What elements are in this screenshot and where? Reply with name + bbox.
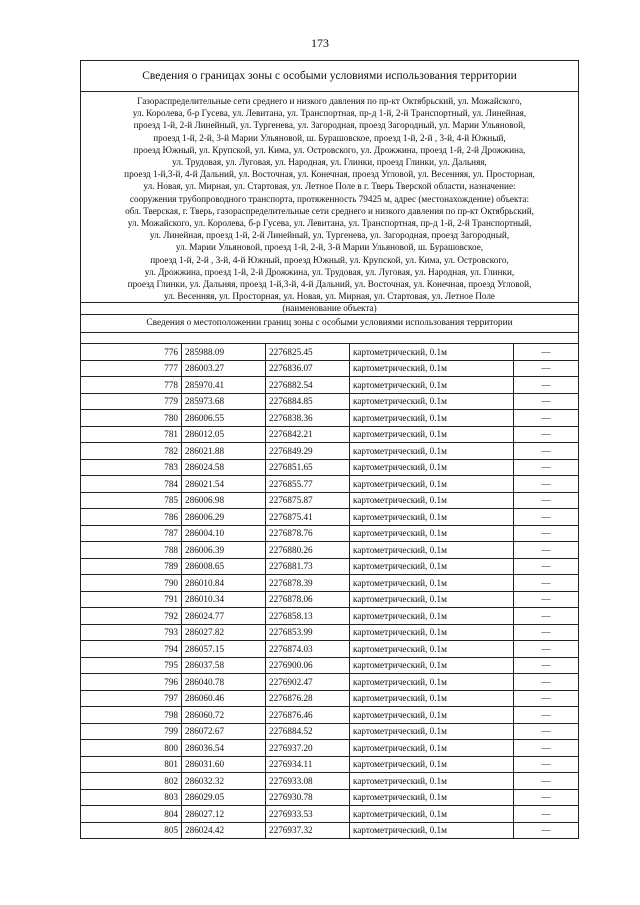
section-title: Сведения о местоположении границ зоны с особыми условиями использования территории [81,315,578,333]
x-coordinate-cell: 286021.54 [182,476,266,493]
error-cell: — [514,459,579,476]
y-coordinate-cell: 2276878.76 [266,525,350,542]
x-coordinate-cell: 286003.27 [182,360,266,377]
point-number-cell: 782 [81,443,182,460]
y-coordinate-cell: 2276934.11 [266,756,350,773]
method-cell: картометрический, 0.1м [350,377,514,394]
method-cell: картометрический, 0.1м [350,525,514,542]
method-cell: картометрический, 0.1м [350,393,514,410]
document-frame [80,60,579,839]
error-cell: — [514,575,579,592]
table-row [81,756,578,773]
table-row [81,344,578,360]
table-row [81,509,578,526]
method-cell: картометрический, 0.1м [350,459,514,476]
table-row [81,690,578,707]
table-row [81,723,578,740]
x-coordinate-cell: 286021.88 [182,443,266,460]
point-number-cell: 781 [81,426,182,443]
description-line: проезд Глинки, ул. Дальняя, проезд 1-й,3-й, 4-й Дальний, ул. Восточная, ул. Конечная, проезд Угловой, [127,279,532,290]
method-cell: картометрический, 0.1м [350,657,514,674]
description-line: проезд 1-й, 2-й, 3-й Марии Ульяновой, ш. Бурашовское, проезд 1-й, 2-й , 3-й, 4-й Южный, [153,132,506,143]
method-cell: картометрический, 0.1м [350,443,514,460]
description-line: ул. Трудовая, ул. Луговая, ул. Народная, ул. Глинки, проезд Глинки, ул. Дальняя, [172,157,487,168]
method-cell: картометрический, 0.1м [350,410,514,427]
method-cell: картометрический, 0.1м [350,822,514,838]
error-cell: — [514,690,579,707]
method-cell: картометрический, 0.1м [350,641,514,658]
method-cell: картометрический, 0.1м [350,707,514,724]
method-cell: картометрический, 0.1м [350,690,514,707]
x-coordinate-cell: 286036.54 [182,740,266,757]
point-number-cell: 776 [81,344,182,360]
x-coordinate-cell: 286072.67 [182,723,266,740]
method-cell: картометрический, 0.1м [350,789,514,806]
description-line: ул. Марии Ульяновой, проезд 1-й, 2-й, 3-й Марии Ульяновой, ш. Бурашовское, [175,242,484,253]
table-row [81,459,578,476]
point-number-cell: 805 [81,822,182,838]
error-cell: — [514,789,579,806]
point-number-cell: 789 [81,558,182,575]
description-line: обл. Тверская, г. Тверь, газораспределительные сети среднего и низкого давления по пр-кт Октябрьский, [125,205,534,216]
method-cell: картометрический, 0.1м [350,806,514,823]
y-coordinate-cell: 2276853.99 [266,624,350,641]
table-row [81,377,578,394]
method-cell: картометрический, 0.1м [350,575,514,592]
table-row [81,740,578,757]
x-coordinate-cell: 286006.29 [182,509,266,526]
point-number-cell: 804 [81,806,182,823]
point-number-cell: 784 [81,476,182,493]
method-cell: картометрический, 0.1м [350,740,514,757]
x-coordinate-cell: 286032.32 [182,773,266,790]
table-row [81,608,578,625]
description-line: проезд Южный, ул. Крупской, ул. Кима, ул. Островского, ул. Дрожжина, проезд 1-й, 2-й Дрожжина, [133,144,526,155]
x-coordinate-cell: 286006.55 [182,410,266,427]
x-coordinate-cell: 286006.39 [182,542,266,559]
x-coordinate-cell: 286024.42 [182,822,266,838]
table-row [81,525,578,542]
x-coordinate-cell: 286006.98 [182,492,266,509]
y-coordinate-cell: 2276933.53 [266,806,350,823]
error-cell: — [514,773,579,790]
y-coordinate-cell: 2276874.03 [266,641,350,658]
error-cell: — [514,707,579,724]
x-coordinate-cell: 285973.68 [182,393,266,410]
x-coordinate-cell: 285970.41 [182,377,266,394]
description-line: ул. Линейная, проезд 1-й, 2-й Линейный, ул. Тургенева, ул. Загородная, проезд Загородный, [149,230,510,241]
point-number-cell: 798 [81,707,182,724]
table-row [81,393,578,410]
point-number-cell: 796 [81,674,182,691]
table-row [81,773,578,790]
point-number-cell: 785 [81,492,182,509]
point-number-cell: 786 [81,509,182,526]
table-row [81,360,578,377]
x-coordinate-cell: 286024.77 [182,608,266,625]
method-cell: картометрический, 0.1м [350,476,514,493]
point-number-cell: 801 [81,756,182,773]
description-line: Газораспределительные сети среднего и низкого давления по пр-кт Октябрьский, ул. Можайского, [137,96,522,106]
method-cell: картометрический, 0.1м [350,542,514,559]
header-spacer [81,333,578,344]
description-line: проезд 1-й, 2-й , 3-й, 4-й Южный, проезд Южный, ул. Крупской, ул. Кима, ул. Островского, [150,254,509,265]
table-row [81,641,578,658]
table-row [81,789,578,806]
y-coordinate-cell: 2276851.65 [266,459,350,476]
error-cell: — [514,822,579,838]
point-number-cell: 779 [81,393,182,410]
y-coordinate-cell: 2276849.29 [266,443,350,460]
x-coordinate-cell: 286029.05 [182,789,266,806]
coordinates-table [81,344,578,838]
y-coordinate-cell: 2276825.45 [266,344,350,360]
y-coordinate-cell: 2276878.39 [266,575,350,592]
table-row [81,591,578,608]
point-number-cell: 778 [81,377,182,394]
error-cell: — [514,641,579,658]
table-row [81,806,578,823]
method-cell: картометрический, 0.1м [350,773,514,790]
x-coordinate-cell: 286010.84 [182,575,266,592]
point-number-cell: 799 [81,723,182,740]
x-coordinate-cell: 286037.58 [182,657,266,674]
error-cell: — [514,740,579,757]
point-number-cell: 777 [81,360,182,377]
y-coordinate-cell: 2276878.06 [266,591,350,608]
x-coordinate-cell: 286027.82 [182,624,266,641]
table-row [81,624,578,641]
error-cell: — [514,377,579,394]
y-coordinate-cell: 2276902.47 [266,674,350,691]
method-cell: картометрический, 0.1м [350,624,514,641]
method-cell: картометрический, 0.1м [350,608,514,625]
y-coordinate-cell: 2276900.06 [266,657,350,674]
point-number-cell: 783 [81,459,182,476]
y-coordinate-cell: 2276881.73 [266,558,350,575]
y-coordinate-cell: 2276842.21 [266,426,350,443]
point-number-cell: 803 [81,789,182,806]
y-coordinate-cell: 2276875.41 [266,509,350,526]
point-number-cell: 793 [81,624,182,641]
x-coordinate-cell: 285988.09 [182,344,266,360]
point-number-cell: 791 [81,591,182,608]
y-coordinate-cell: 2276836.07 [266,360,350,377]
method-cell: картометрический, 0.1м [350,723,514,740]
y-coordinate-cell: 2276884.52 [266,723,350,740]
method-cell: картометрический, 0.1м [350,591,514,608]
error-cell: — [514,624,579,641]
x-coordinate-cell: 286004.10 [182,525,266,542]
table-row [81,542,578,559]
error-cell: — [514,410,579,427]
point-number-cell: 792 [81,608,182,625]
table-row [81,558,578,575]
description-line: ул. Новая, ул. Мирная, ул. Стартовая, ул. Летное Поле в г. Тверь Тверской области, назначение: [143,181,516,192]
description-line: сооружения трубопроводного транспорта, протяженность 79425 м, адрес (местонахождение) объекта: [129,193,530,204]
error-cell: — [514,674,579,691]
description-line: проезд 1-й,3-й, 4-й Дальний, ул. Восточная, ул. Конечная, проезд Угловой, ул. Весенняя, ул. Просторная, [124,169,535,180]
table-row [81,707,578,724]
error-cell: — [514,393,579,410]
method-cell: картометрический, 0.1м [350,426,514,443]
x-coordinate-cell: 286008.65 [182,558,266,575]
x-coordinate-cell: 286012.05 [182,426,266,443]
y-coordinate-cell: 2276884.85 [266,393,350,410]
y-coordinate-cell: 2276858.13 [266,608,350,625]
point-number-cell: 797 [81,690,182,707]
method-cell: картометрический, 0.1м [350,344,514,360]
point-number-cell: 788 [81,542,182,559]
x-coordinate-cell: 286060.46 [182,690,266,707]
table-row [81,575,578,592]
table-row [81,492,578,509]
table-row [81,674,578,691]
error-cell: — [514,558,579,575]
method-cell: картометрический, 0.1м [350,360,514,377]
x-coordinate-cell: 286031.60 [182,756,266,773]
description-line: ул. Можайского, ул. Королева, б-р Гусева, ул. Левитана, ул. Транспортная, пр-д 1-й, 2-й Транспортный, [127,218,532,229]
description-line: ул. Дрожжина, проезд 1-й, 2-й Дрожжина, ул. Трудовая, ул. Луговая, ул. Народная, ул. Глинки, [144,266,515,277]
table-row [81,822,578,838]
y-coordinate-cell: 2276876.46 [266,707,350,724]
error-cell: — [514,492,579,509]
error-cell: — [514,426,579,443]
error-cell: — [514,509,579,526]
point-number-cell: 790 [81,575,182,592]
y-coordinate-cell: 2276880.26 [266,542,350,559]
error-cell: — [514,525,579,542]
method-cell: картометрический, 0.1м [350,492,514,509]
error-cell: — [514,608,579,625]
y-coordinate-cell: 2276838.36 [266,410,350,427]
table-row [81,443,578,460]
point-number-cell: 780 [81,410,182,427]
x-coordinate-cell: 286057.15 [182,641,266,658]
error-cell: — [514,723,579,740]
method-cell: картометрический, 0.1м [350,558,514,575]
y-coordinate-cell: 2276876.28 [266,690,350,707]
description-line: ул. Весенняя, ул. Просторная, ул. Новая, ул. Мирная, ул. Стартовая, ул. Летное Поле [164,291,495,302]
table-row [81,426,578,443]
error-cell: — [514,806,579,823]
table-row [81,410,578,427]
table-row [81,657,578,674]
page-number: 173 [311,36,329,50]
x-coordinate-cell: 286010.34 [182,591,266,608]
y-coordinate-cell: 2276875.87 [266,492,350,509]
error-cell: — [514,657,579,674]
y-coordinate-cell: 2276882.54 [266,377,350,394]
method-cell: картометрический, 0.1м [350,674,514,691]
description-line: проезд 1-й, 2-й Линейный, ул. Тургенева, ул. Загородная, проезд Загородный, ул. Марии Ульяновой, [133,120,526,131]
x-coordinate-cell: 286024.58 [182,459,266,476]
point-number-cell: 794 [81,641,182,658]
error-cell: — [514,476,579,493]
error-cell: — [514,360,579,377]
header-title: Сведения о границах зоны с особыми условиями использования территории [81,61,578,92]
method-cell: картометрический, 0.1м [350,756,514,773]
error-cell: — [514,344,579,360]
y-coordinate-cell: 2276937.32 [266,822,350,838]
point-number-cell: 787 [81,525,182,542]
error-cell: — [514,756,579,773]
point-number-cell: 802 [81,773,182,790]
method-cell: картометрический, 0.1м [350,509,514,526]
y-coordinate-cell: 2276933.08 [266,773,350,790]
error-cell: — [514,443,579,460]
x-coordinate-cell: 286060.72 [182,707,266,724]
object-description [81,92,578,302]
error-cell: — [514,542,579,559]
table-row [81,476,578,493]
description-line: ул. Королева, б-р Гусева, ул. Левитана, ул. Транспортная, пр-д 1-й, 2-й Транспортный, ул. Линейная, [132,108,527,119]
y-coordinate-cell: 2276930.78 [266,789,350,806]
y-coordinate-cell: 2276855.77 [266,476,350,493]
point-number-cell: 800 [81,740,182,757]
x-coordinate-cell: 286027.12 [182,806,266,823]
y-coordinate-cell: 2276937.20 [266,740,350,757]
point-number-cell: 795 [81,657,182,674]
object-caption: (наименование объекта) [81,302,578,315]
error-cell: — [514,591,579,608]
x-coordinate-cell: 286040.78 [182,674,266,691]
